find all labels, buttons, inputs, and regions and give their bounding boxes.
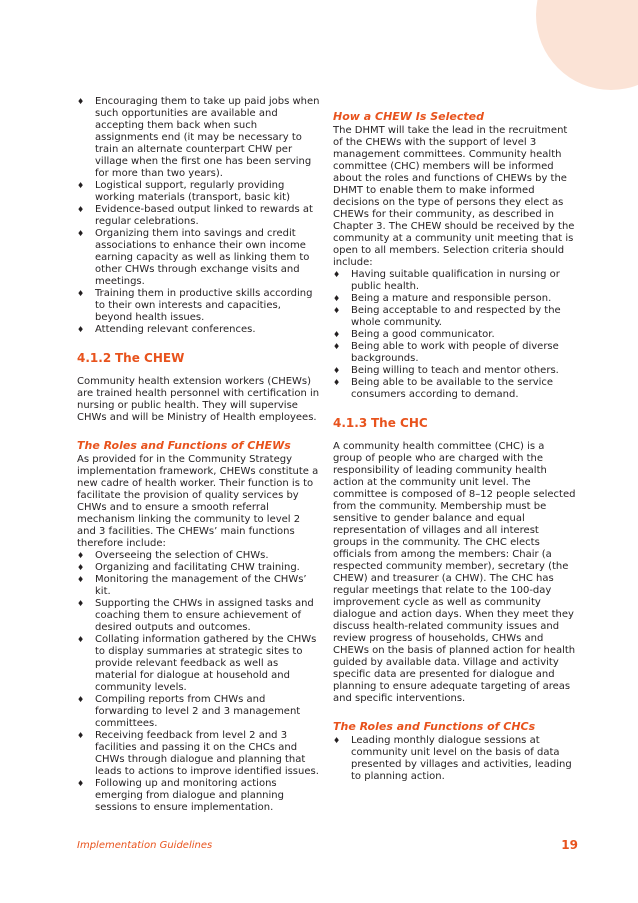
chc-paragraph: A community health committee (CHC) is a group of people who are charged with the responsibility of leading community health action at the community unit level. The committee is composed of 8–12 people selected from the community. Membership must be sensitive to gender balance and equal representation of villages and all interest groups in the community. The CHC elects officials from among the members: Chair (a respected community member), secretary (the CHEW) and treasurer (a CHW). The CHC has regular meetings that relate to the 100-day improvement cycle as well as community dialogue and action days. When they meet they discuss health-related community issues and review progress of households, CHWs and CHEWs on the basis of planned action for health guided by available data. Village and activity specific data are presented for dialogue and planning to ensure adequate targeting of areas and specific interventions.	[333, 441, 576, 704]
list-item: ♦ Following up and monitoring actions emerging from dialogue and planning sessions to ensure implementation.	[77, 778, 321, 814]
chc-roles-heading: The Roles and Functions of CHCs	[333, 720, 536, 733]
list-item: ♦ Training them in productive skills according to their own interests and capacities, beyond health issues.	[77, 288, 321, 324]
section-heading-chc	[333, 415, 576, 431]
left-column	[77, 96, 321, 814]
list-item: ♦ Being acceptable to and respected by the whole community.	[333, 305, 576, 329]
section-title: The CHC	[371, 416, 428, 430]
list-item: ♦ Having suitable qualification in nursing or public health.	[333, 269, 576, 293]
chc-roles-list	[333, 735, 576, 783]
list-item: ♦ Encouraging them to take up paid jobs when such opportunities are available and accepting them back when such assignments end (it may be necessary to train an alternate counterpart CHW per village when the first one has been serving for more than two years).	[77, 96, 321, 180]
list-item: ♦ Being willing to teach and mentor others.	[333, 365, 576, 377]
list-item: ♦ Being able to work with people of diverse backgrounds.	[333, 341, 576, 365]
selection-heading: How a CHEW Is Selected	[333, 110, 484, 123]
list-item: ♦ Leading monthly dialogue sessions at community unit level on the basis of data presented by villages and activities, leading to planning action.	[333, 735, 576, 783]
list-item: ♦ Compiling reports from CHWs and forwarding to level 2 and 3 management committees.	[77, 694, 321, 730]
roles-list	[77, 550, 321, 814]
list-item: ♦ Evidence-based output linked to rewards at regular celebrations.	[77, 204, 321, 228]
list-item: ♦ Organizing and facilitating CHW training.	[77, 562, 321, 574]
list-item: ♦ Overseeing the selection of CHWs.	[77, 550, 321, 562]
list-item: ♦ Logistical support, regularly providing working materials (transport, basic kit)	[77, 180, 321, 204]
section-heading-chew	[77, 350, 321, 366]
corner-decoration	[536, 0, 638, 90]
chew-paragraph: Community health extension workers (CHEWs) are trained health personnel with certification in nursing or public health. They will supervise CHWs and will be Ministry of Health employees.	[77, 376, 320, 423]
list-item: ♦ Receiving feedback from level 2 and 3 facilities and passing it on the CHCs and CHWs through dialogue and planning that leads to actions to improve identified issues.	[77, 730, 321, 778]
list-item: ♦ Being a mature and responsible person.	[333, 293, 576, 305]
list-item: ♦ Collating information gathered by the CHWs to display summaries at strategic sites to provide relevant feedback as well as material for dialogue at household and community levels.	[77, 634, 321, 694]
support-list	[77, 96, 321, 336]
list-item: ♦ Being able to be available to the service consumers according to demand.	[333, 377, 576, 401]
criteria-list	[333, 269, 576, 401]
footer-title: Implementation Guidelines	[77, 840, 213, 851]
list-item: ♦ Being a good communicator.	[333, 329, 576, 341]
list-item: ♦ Organizing them into savings and credit associations to enhance their own income earning capacity as well as linking them to other CHWs through exchange visits and meetings.	[77, 228, 321, 288]
section-title: The CHEW	[115, 351, 185, 365]
roles-paragraph: As provided for in the Community Strategy implementation framework, CHEWs constitute a new cadre of health worker. Their function is to facilitate the provision of quality services by CHWs and to ensure a smooth referral mechanism linking the community to level 2 and 3 facilities. The CHEWs’ main functions therefore include:	[77, 454, 319, 549]
roles-heading: The Roles and Functions of CHEWs	[77, 439, 291, 452]
list-item: ♦ Monitoring the management of the CHWs’ kit.	[77, 574, 321, 598]
selection-paragraph: The DHMT will take the lead in the recruitment of the CHEWs with the support of level 3 management committees. Community health committee (CHC) members will be informed about the roles and functions of CHEWs by the DHMT to enable them to make informed decisions on the type of persons they elect as CHEWs for their community, as described in Chapter 3. The CHEW should be received by the community at a community unit meeting that is open to all members. Selection criteria should include:	[333, 125, 575, 268]
list-item: ♦ Supporting the CHWs in assigned tasks and coaching them to ensure achievement of desired outputs and outcomes.	[77, 598, 321, 634]
section-number: 4.1.2	[77, 351, 112, 365]
list-item: ♦ Attending relevant conferences.	[77, 324, 321, 336]
section-number: 4.1.3	[333, 416, 368, 430]
right-column	[333, 96, 576, 783]
page-number: 19	[561, 838, 578, 852]
